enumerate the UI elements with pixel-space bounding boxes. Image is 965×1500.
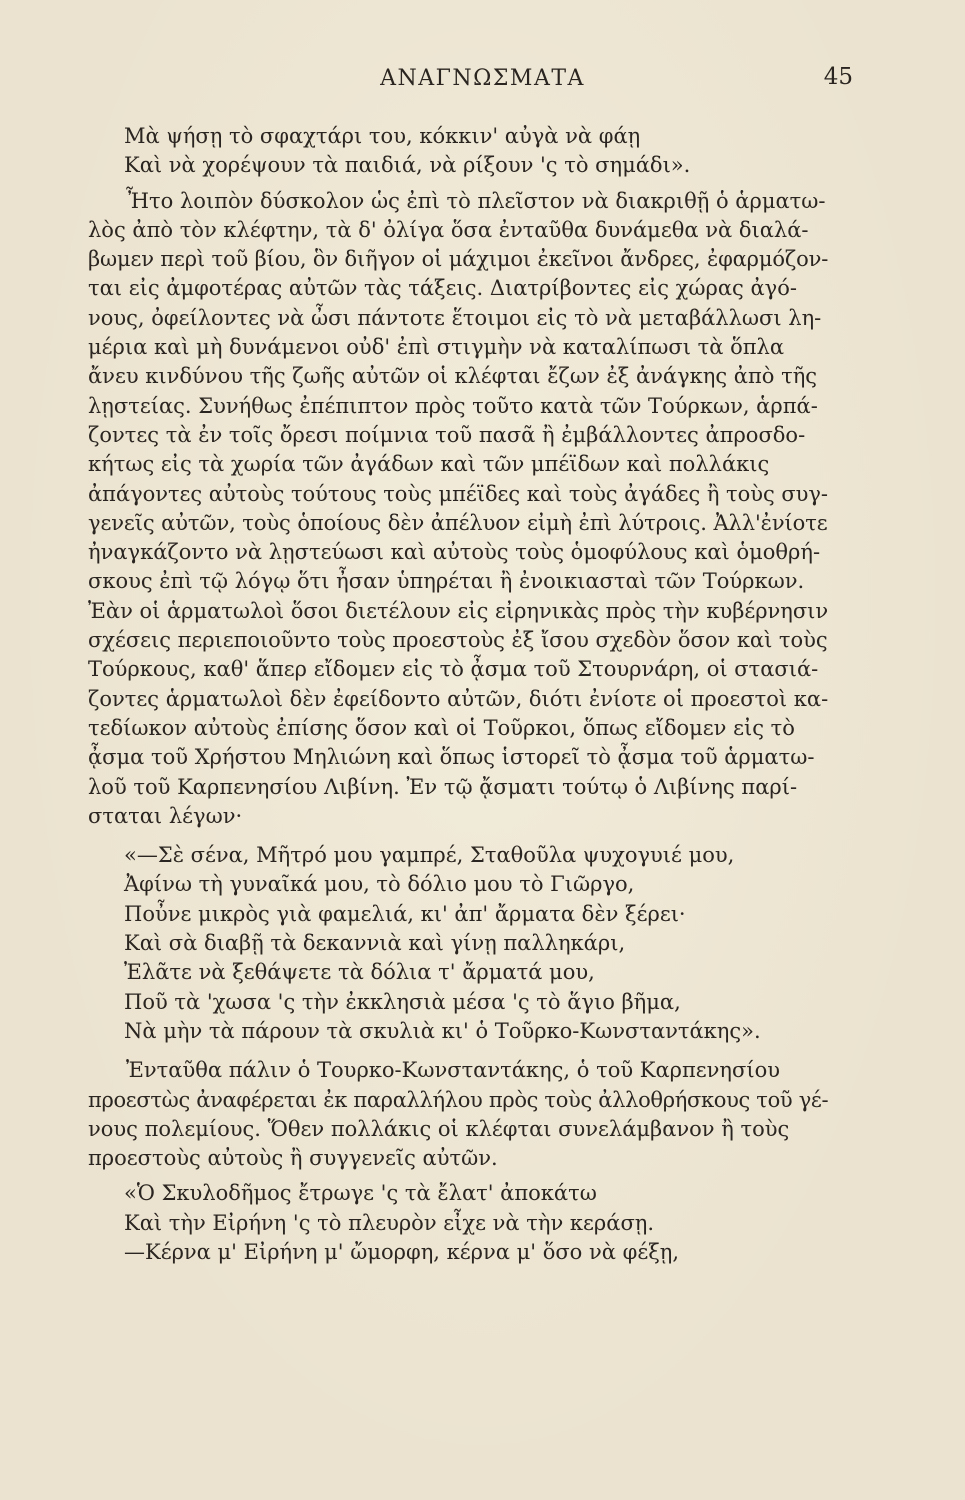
text-line: σταται λέγων·	[88, 803, 243, 828]
page-body	[88, 122, 828, 1267]
verse-line: Μὰ ψήσῃ τὸ σφαχτάρι του, κόκκιν' αὐγὰ νὰ φάῃ	[124, 124, 641, 148]
text-line: Ἐὰν οἱ ἁρματωλοὶ ὅσοι διετέλουν εἰς εἰρηνικὰς πρὸς τὴν κυβέρνησιν	[88, 598, 829, 623]
text-line: ζοντες ἁρματωλοὶ δὲν ἐφείδοντο αὐτῶν, διότι ἐνίοτε οἱ προεστοὶ κα-	[88, 686, 829, 711]
text-line: κήτως εἰς τὰ χωρία τῶν ἀγάδων καὶ τῶν μπέϊδων καὶ πολλάκις	[88, 452, 770, 477]
verse-line: «Ὁ Σκυλοδῆμος ἔτρωγε 'ς τὰ ἔλατ' ἀποκάτω	[124, 1181, 597, 1206]
text-line: λὸς ἀπὸ τὸν κλέφτην, τὰ δ' ὀλίγα ὅσα ἐνταῦθα δυνάμεθα νὰ διαλά-	[88, 217, 809, 242]
verse-line: Καὶ σὰ διαβῇ τὰ δεκαννιὰ καὶ γίνῃ παλληκάρι,	[124, 931, 626, 956]
text-line: ἄνευ κινδύνου τῆς ζωῆς αὐτῶν οἱ κλέφται ἔζων ἐξ ἀνάγκης ἀπὸ τῆς	[88, 364, 818, 389]
verse-block-2	[88, 841, 828, 1046]
verse-line: Ἀφίνω τὴ γυναῖκά μου, τὸ δόλιο μου τὸ Γιῶργο,	[124, 872, 635, 897]
text-line: ζοντες τὰ ἐν τοῖς ὄρεσι ποίμνια τοῦ πασᾶ ἢ ἐμβάλλοντες ἀπροσδο-	[88, 422, 806, 447]
text-line: Τούρκους, καθ' ἅπερ εἴδομεν εἰς τὸ ᾆσμα τοῦ Στουρνάρη, οἱ στασιά-	[88, 657, 819, 682]
text-line: μέρια καὶ μὴ δυνάμενοι οὐδ' ἐπὶ στιγμὴν νὰ καταλίπωσι τὰ ὅπλα	[88, 335, 785, 360]
verse-line: Ποὖνε μικρὸς γιὰ φαμελιά, κι' ἀπ' ἄρματα δὲν ξέρει·	[124, 901, 686, 926]
paragraph-2	[88, 1056, 828, 1173]
verse-line: Ποῦ τὰ 'χωσα 'ς τὴν ἐκκλησιὰ μέσα 'ς τὸ ἅγιο βῆμα,	[124, 989, 681, 1014]
verse-block-1	[88, 122, 828, 181]
page-number: 45	[823, 64, 853, 90]
text-line: ἀπάγοντες αὐτοὺς τούτους τοὺς μπέϊδες καὶ τοὺς ἀγάδες ἢ τοὺς συγ-	[88, 481, 828, 506]
text-line: ται εἰς ἀμφοτέρας αὐτῶν τὰς τάξεις. Διατρίβοντες εἰς χώρας ἀγό-	[88, 276, 797, 301]
text-line: σκους ἐπὶ τῷ λόγῳ ὅτι ἦσαν ὑπηρέται ἢ ἐνοικιασταὶ τῶν Τούρκων.	[88, 569, 805, 594]
text-line: ᾆσμα τοῦ Χρήστου Μηλιώνη καὶ ὅπως ἱστορεῖ τὸ ᾆσμα τοῦ ἁρματω-	[88, 745, 815, 770]
running-title: ΑΝΑΓΝΩΣΜΑΤΑ	[380, 66, 585, 91]
verse-line: Καὶ τὴν Εἰρήνη 'ς τὸ πλευρὸν εἶχε νὰ τὴν κεράσῃ.	[124, 1210, 655, 1235]
text-line: βωμεν περὶ τοῦ βίου, ὃν διῆγον οἱ μάχιμοι ἐκεῖνοι ἄνδρες, ἐφαρμόζον-	[88, 247, 829, 272]
text-line: νους πολεμίους. Ὅθεν πολλάκις οἱ κλέφται συνελάμβανον ἢ τοὺς	[88, 1116, 790, 1141]
text-line: λοῦ τοῦ Καρπενησίου Λιβίνη. Ἐν τῷ ᾄσματι τούτῳ ὁ Λιβίνης παρί-	[88, 774, 798, 799]
text-line: γενεῖς αὐτῶν, τοὺς ὁποίους δὲν ἀπέλυον εἰμὴ ἐπὶ λύτροις. Ἀλλ'ἐνίοτε	[88, 510, 828, 535]
text-line: λῃστείας. Συνήθως ἐπέπιπτον πρὸς τοῦτο κατὰ τῶν Τούρκων, ἁρπά-	[88, 393, 818, 418]
text-line: τεδίωκον αὐτοὺς ἐπίσης ὅσον καὶ οἱ Τοῦρκοι, ὅπως εἴδομεν εἰς τὸ	[88, 715, 795, 740]
text-line: προεστὼς ἀναφέρεται ἐκ παραλλήλου πρὸς τοὺς ἀλλοθρήσκους τοῦ γέ-	[88, 1087, 829, 1112]
text-line: Ἦτο λοιπὸν δύσκολον ὡς ἐπὶ τὸ πλεῖστον νὰ διακριθῇ ὁ ἁρματω-	[126, 188, 826, 213]
text-line: νους, ὀφείλοντες νὰ ὦσι πάντοτε ἕτοιμοι εἰς τὸ νὰ μεταβάλλωσι λη-	[88, 305, 822, 330]
text-line: προεστοὺς αὐτοὺς ἢ συγγενεῖς αὐτῶν.	[88, 1146, 498, 1171]
text-line: ἠναγκάζοντο νὰ λῃστεύωσι καὶ αὐτοὺς τοὺς ὁμοφύλους καὶ ὁμοθρή-	[88, 540, 821, 565]
page-header	[0, 66, 965, 100]
text-line: σχέσεις περιεποιοῦντο τοὺς προεστοὺς ἐξ ἴσου σχεδὸν ὅσον καὶ τοὺς	[88, 628, 828, 653]
paragraph-1	[88, 187, 828, 832]
verse-line: Ἐλᾶτε νὰ ξεθάψετε τὰ δόλια τ' ἄρματά μου,	[124, 960, 595, 985]
verse-block-3	[88, 1179, 828, 1267]
verse-line: Νὰ μὴν τὰ πάρουν τὰ σκυλιὰ κι' ὁ Τοῦρκο-Κωνσταντάκης».	[124, 1018, 761, 1043]
text-line: Ἐνταῦθα πάλιν ὁ Τουρκο-Κωνσταντάκης, ὁ τοῦ Καρπενησίου	[126, 1058, 780, 1083]
verse-line: «—Σὲ σένα, Μῆτρό μου γαμπρέ, Σταθοῦλα ψυχογυιέ μου,	[124, 843, 735, 868]
verse-line: —Κέρνα μ' Εἰρήνη μ' ὤμορφη, κέρνα μ' ὅσο νὰ φέξῃ,	[124, 1239, 680, 1264]
verse-line: Καὶ νὰ χορέψουν τὰ παιδιά, νὰ ρίξουν 'ς τὸ σημάδι».	[124, 153, 691, 178]
